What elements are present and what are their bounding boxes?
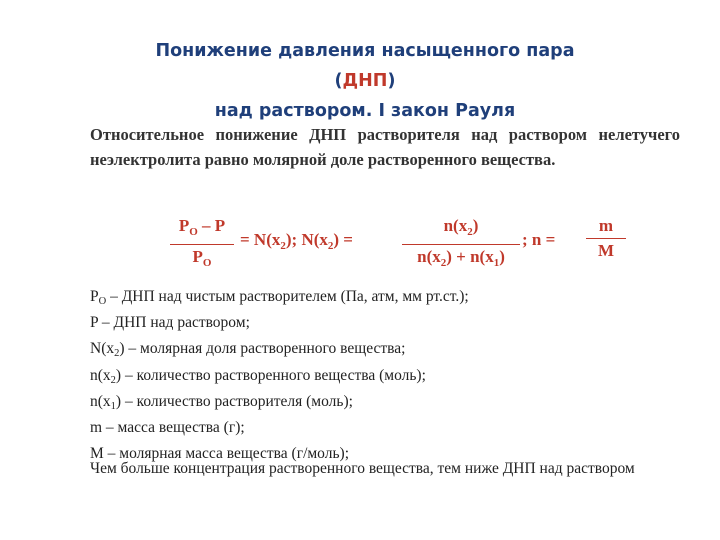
fraction-bar: [586, 238, 626, 239]
definition-item: M – молярная масса вещества (г/моль);: [90, 445, 349, 463]
conclusion-text: Чем больше концентрация растворенного вещества, тем ниже ДНП над раствором: [90, 460, 635, 477]
fraction-numerator: m: [598, 216, 614, 235]
definition-item: PO – ДНП над чистым растворителем (Па, атм, мм рт.ст.);: [90, 288, 469, 307]
definitions-list: [90, 286, 690, 469]
fraction-denominator: $n(x_2) + n(x_1)$: [417, 247, 505, 269]
title-text: Понижение давления насыщенного пара (: [155, 41, 575, 91]
raoult-formula: [170, 216, 640, 268]
fraction-numerator: $P_O$ – P: [178, 216, 226, 238]
amount-expression: ; n =: [522, 230, 556, 249]
mole-fraction-expression: = $N(x_2)$; $N(x_2)$ =: [240, 230, 353, 252]
definition-item: n(x1) – количество растворителя (моль);: [90, 392, 353, 412]
title-line-1: [130, 36, 600, 96]
fraction-bar: [170, 244, 234, 245]
relative-lowering-fraction: [170, 216, 234, 273]
amount-fraction: [586, 216, 626, 261]
law-statement: Относительное понижение ДНП растворителя над раствором нелетучего неэлектролита равно молярной доле растворенного вещества.: [90, 125, 680, 169]
fraction-numerator: $n(x_2)$: [443, 216, 479, 238]
definition-item: N(x2) – молярная доля растворенного вещества;: [90, 340, 406, 360]
fraction-bar: [402, 244, 520, 245]
title-line-2: над раствором. I закон Рауля: [214, 101, 516, 121]
fraction-denominator: $P_O$: [192, 247, 212, 269]
definition-item: n(x2) – количество растворенного вещества (моль);: [90, 366, 426, 386]
definition-item: P – ДНП над раствором;: [90, 314, 250, 332]
definition-item: m – масса вещества (г);: [90, 419, 245, 437]
slide-title: [130, 36, 600, 126]
fraction-denominator: M: [597, 241, 615, 260]
title-paren: ): [387, 71, 396, 91]
mole-fraction-fraction: [402, 216, 520, 273]
title-abbreviation: ДНП: [342, 71, 388, 91]
